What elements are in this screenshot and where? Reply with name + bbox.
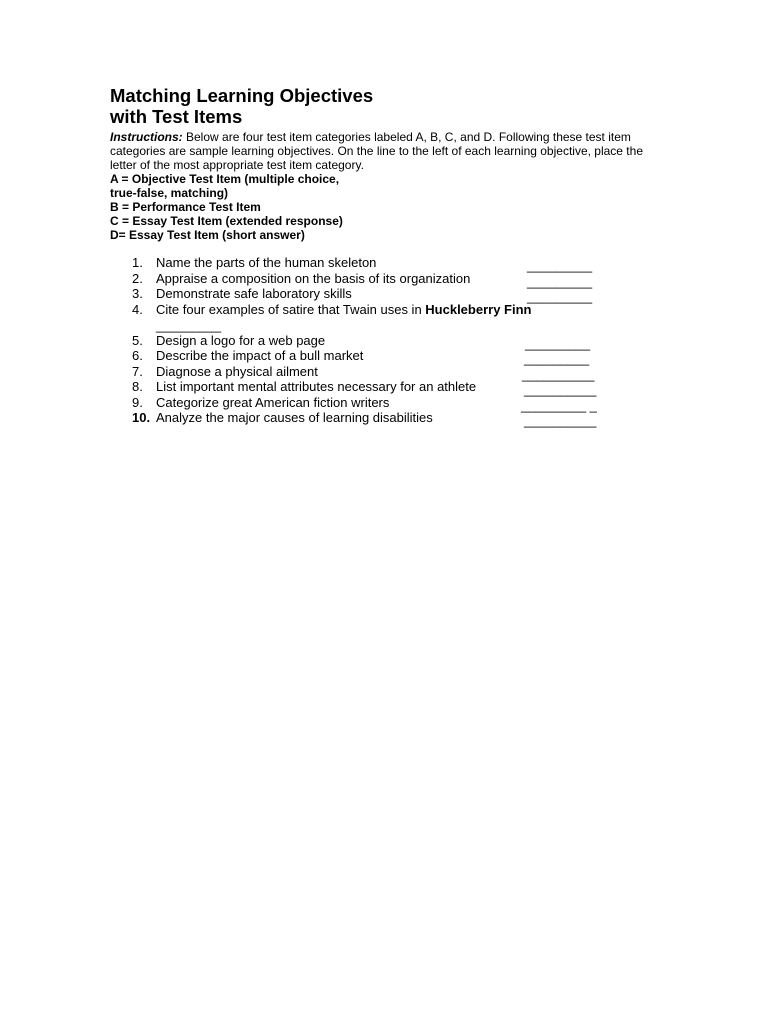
objective-text xyxy=(156,302,531,318)
objective-item xyxy=(110,348,670,364)
book-title: Huckleberry Finn xyxy=(425,301,532,317)
page-title xyxy=(110,85,670,127)
answer-blank[interactable]: __________ xyxy=(524,382,597,397)
objective-text: Name the parts of the human skeleton xyxy=(156,255,377,270)
objective-item xyxy=(110,286,670,302)
objective-text: Diagnose a physical ailment xyxy=(156,363,318,379)
objective-number: 1. xyxy=(132,255,143,270)
objective-text: Design a logo for a web page xyxy=(156,332,326,348)
answer-blank[interactable]: _________ xyxy=(156,317,222,333)
answer-blank[interactable]: __________ xyxy=(524,413,597,428)
objective-item xyxy=(110,302,670,333)
objective-item xyxy=(110,255,670,271)
title-line-2: with Test Items xyxy=(110,106,243,127)
objective-text: List important mental attributes necessary for an athlete xyxy=(156,379,477,394)
answer-blank[interactable]: __________ xyxy=(522,366,595,382)
objective-item xyxy=(110,410,670,426)
objective-number: 2. xyxy=(132,270,143,286)
objective-item xyxy=(110,395,670,411)
document-page xyxy=(110,85,670,426)
objective-number: 7. xyxy=(132,363,143,379)
objective-number: 10. xyxy=(132,410,151,425)
objective-number: 9. xyxy=(132,394,143,410)
title-line-1: Matching Learning Objectives xyxy=(110,85,374,106)
objective-text: Describe the impact of a bull market xyxy=(156,348,364,363)
answer-blank[interactable]: _________ xyxy=(524,351,590,366)
category-b: B = Performance Test Item xyxy=(110,200,261,214)
instructions-paragraph xyxy=(110,130,670,172)
category-c: C = Essay Test Item (extended response) xyxy=(110,214,343,228)
category-list xyxy=(110,172,670,242)
category-a-line-2: true-false, matching) xyxy=(110,186,229,200)
answer-blank[interactable]: _________ xyxy=(527,289,593,304)
objective-text: Appraise a composition on the basis of its organization xyxy=(156,270,471,286)
objective-number: 4. xyxy=(132,301,143,317)
answer-blank[interactable]: _________ xyxy=(527,258,593,273)
instructions-label: Instructions: xyxy=(110,130,183,144)
objective-text-main: Cite four examples of satire that Twain uses in xyxy=(156,301,426,317)
category-a-line-1: A = Objective Test Item (multiple choice, xyxy=(110,172,340,186)
objective-item xyxy=(110,271,670,287)
answer-blank[interactable]: _________ _ xyxy=(521,397,597,413)
objectives-list xyxy=(110,255,670,426)
category-d: D= Essay Test Item (short answer) xyxy=(110,228,305,242)
objective-number: 6. xyxy=(132,348,143,363)
objective-number: 8. xyxy=(132,379,143,394)
objective-item xyxy=(110,333,670,349)
objective-text: Categorize great American fiction writers xyxy=(156,394,390,410)
instructions-text: Below are four test item categories labeled A, B, C, and D. Following these test item categories are sample learning objectives. On the line to the left of each learning objective, place the letter of the most appropriate test item category. xyxy=(110,130,643,172)
objective-text: Analyze the major causes of learning disabilities xyxy=(156,410,433,425)
objective-text: Demonstrate safe laboratory skills xyxy=(156,286,352,301)
answer-blank[interactable]: _________ xyxy=(525,335,591,351)
objective-item xyxy=(110,379,670,395)
objective-number: 5. xyxy=(132,332,143,348)
objective-number: 3. xyxy=(132,286,143,301)
answer-blank[interactable]: _________ xyxy=(527,273,593,289)
objective-item xyxy=(110,364,670,380)
